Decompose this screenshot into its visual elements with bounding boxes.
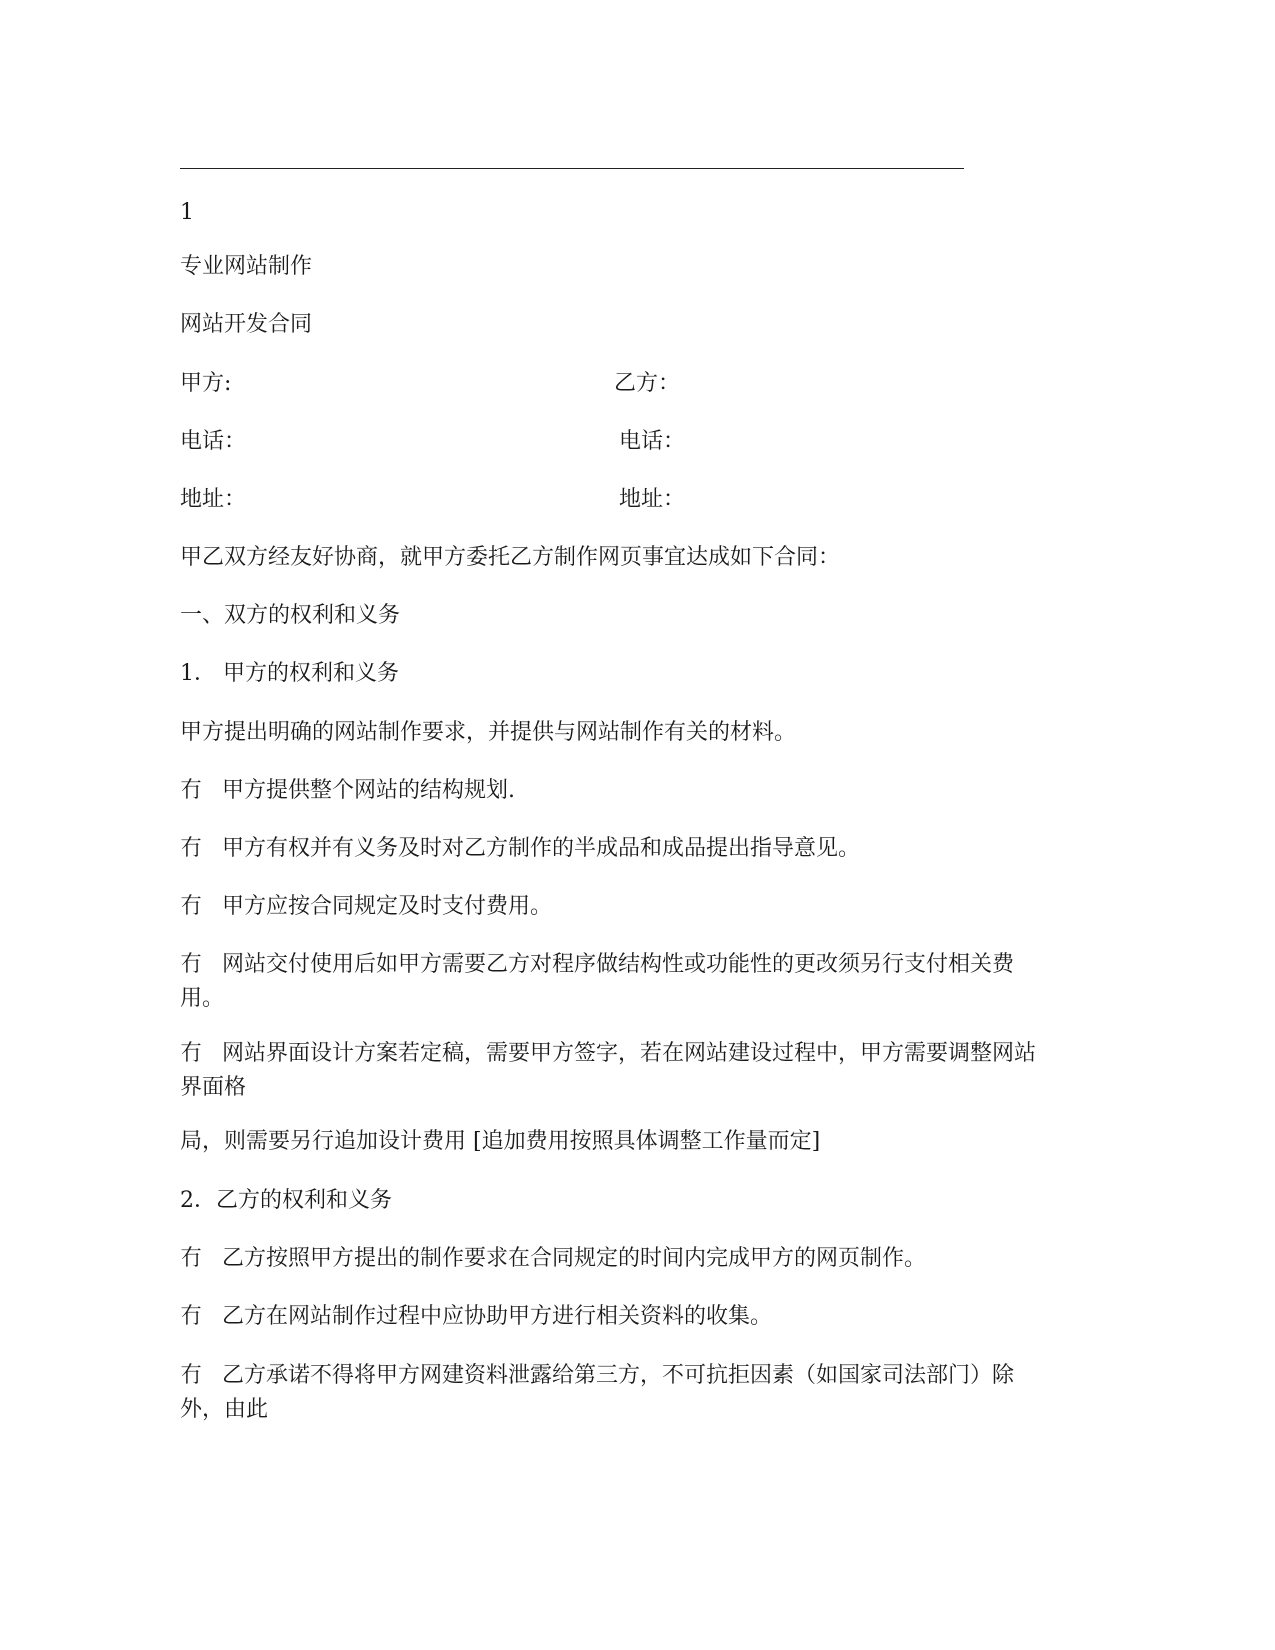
header-line-1: 专业网站制作: [180, 254, 313, 279]
party-b-label: 乙方：: [614, 371, 681, 396]
phone-a-label: 电话：: [180, 429, 247, 454]
list-item-text: 乙方承诺不得将甲方网建资料泄露给第三方，不可抗拒因素（如国家司法部门）除外，由此: [180, 1363, 1015, 1422]
phone-b-label: 电话：: [619, 429, 686, 454]
list-item: [180, 1359, 1050, 1427]
header-rule: [180, 168, 964, 169]
list-item: [180, 1242, 926, 1276]
bullet-marker: 冇: [180, 1041, 203, 1066]
bullet-marker: 冇: [180, 836, 203, 861]
list-item-text: 网站界面设计方案若定稿，需要甲方签字，若在网站建设过程中，甲方需要调整网站界面格: [180, 1041, 1037, 1100]
list-item-text: 乙方在网站制作过程中应协助甲方进行相关资料的收集。: [222, 1304, 773, 1329]
list-item-text: 甲方应按合同规定及时支付费用。: [222, 894, 553, 919]
list-item: [180, 890, 552, 924]
document-title: 网站开发合同: [180, 312, 313, 337]
party-a-label: 甲方:: [180, 371, 232, 396]
subsection-1-lead: 甲方提出明确的网站制作要求，并提供与网站制作有关的材料。: [180, 720, 797, 745]
list-item-text: 甲方提供整个网站的结构规划.: [222, 778, 515, 803]
section-1-title: 一、双方的权利和义务: [180, 603, 401, 628]
bullet-marker: 冇: [180, 778, 203, 803]
list-item: [180, 1037, 1050, 1105]
page-number: 1: [180, 200, 194, 225]
list-item: [180, 774, 515, 808]
list-item-text: 甲方有权并有义务及时对乙方制作的半成品和成品提出指导意见。: [222, 836, 861, 861]
address-b-label: 地址：: [619, 487, 686, 512]
bullet-marker: 冇: [180, 1363, 203, 1388]
list-item-text: 乙方按照甲方提出的制作要求在合同规定的时间内完成甲方的网页制作。: [222, 1246, 927, 1271]
address-a-label: 地址：: [180, 487, 247, 512]
list-item: [180, 832, 860, 866]
list-item: [180, 948, 1050, 1016]
bullet-marker: 冇: [180, 1246, 203, 1271]
subsection-2-title: 2．乙方的权利和义务: [180, 1188, 392, 1213]
list-item-continuation: 局，则需要另行追加设计费用 [追加费用按照具体调整工作量而定]: [180, 1129, 821, 1154]
bullet-marker: 冇: [180, 952, 203, 977]
bullet-marker: 冇: [180, 1304, 203, 1329]
bullet-marker: 冇: [180, 894, 203, 919]
list-item: [180, 1300, 772, 1334]
intro-paragraph: 甲乙双方经友好协商，就甲方委托乙方制作网页事宜达成如下合同：: [180, 545, 841, 570]
subsection-1-title: 1． 甲方的权利和义务: [180, 661, 399, 686]
list-item-text: 网站交付使用后如甲方需要乙方对程序做结构性或功能性的更改须另行支付相关费用。: [180, 952, 1015, 1011]
